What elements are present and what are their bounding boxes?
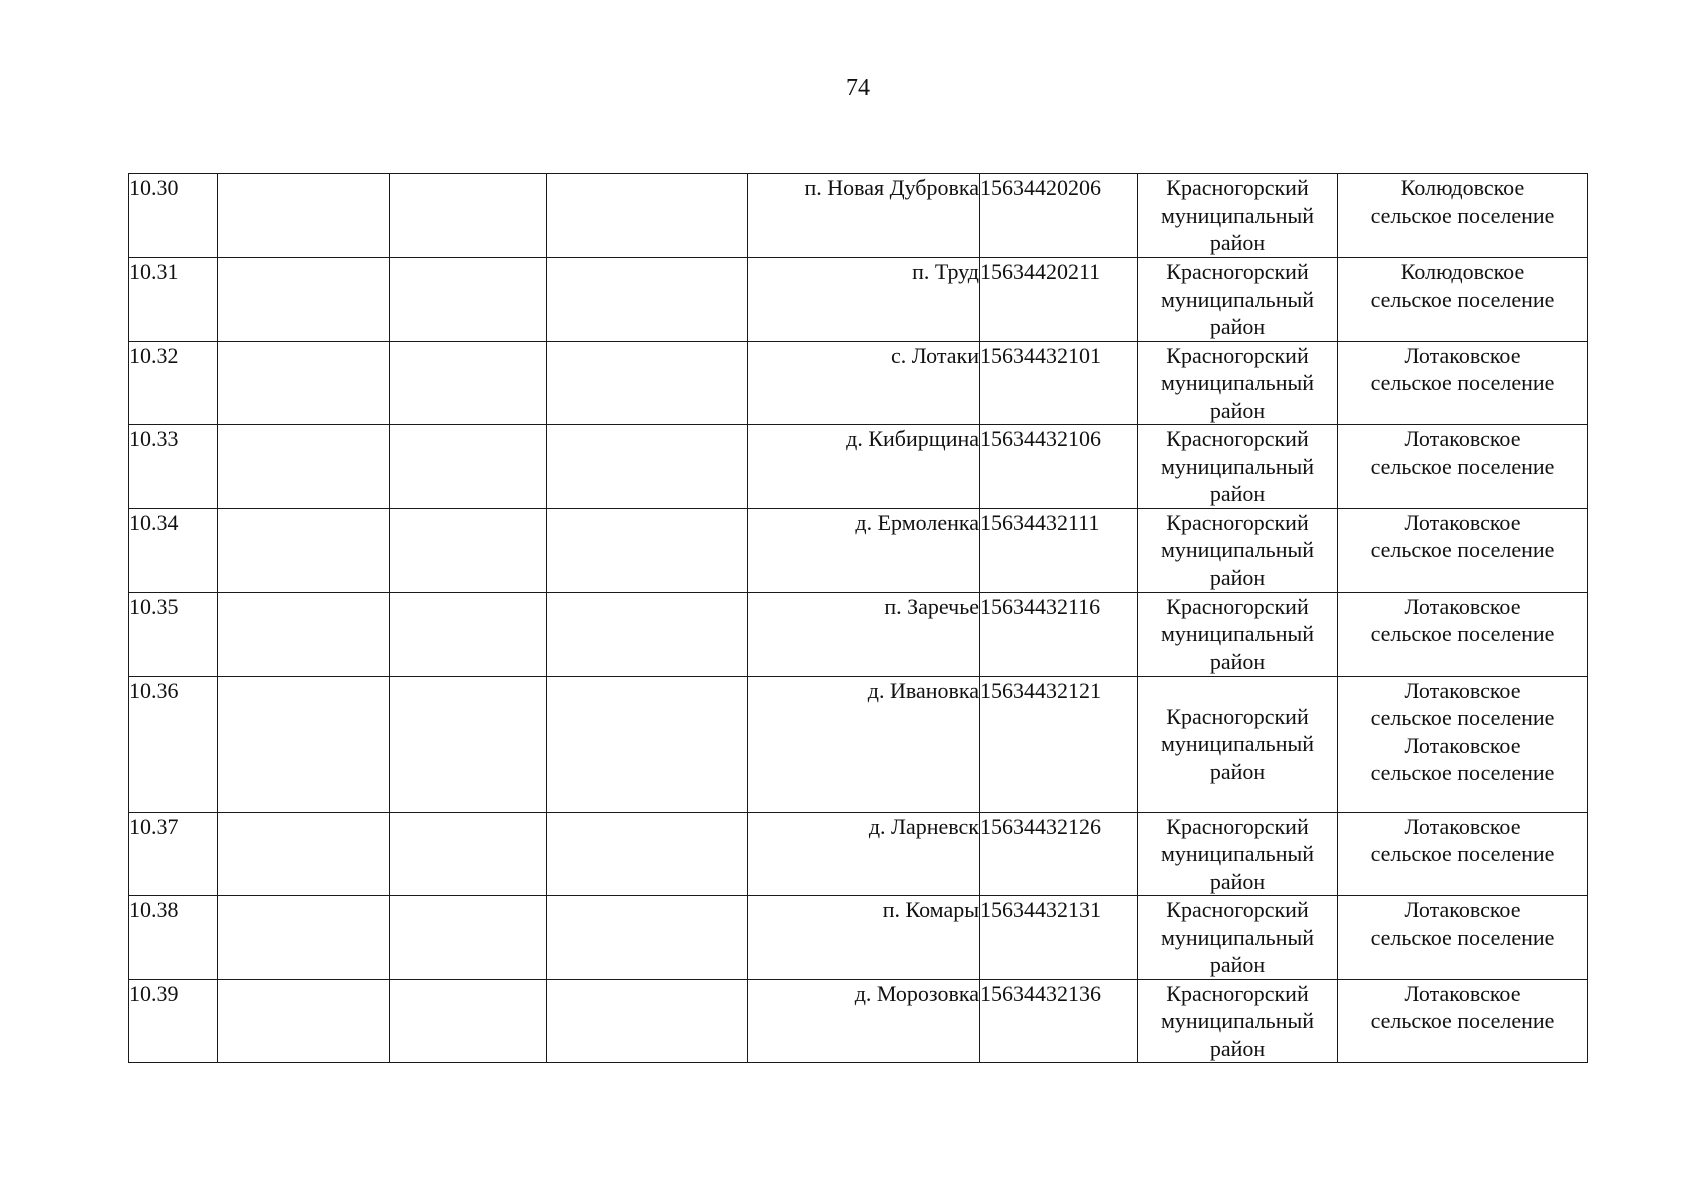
district-line: район [1209, 758, 1266, 784]
oktmo-code-cell: 15634432106 [980, 425, 1138, 509]
district-line: муниципальный [1160, 370, 1315, 395]
district-line: муниципальный [1160, 841, 1315, 866]
table-row [129, 812, 1588, 896]
empty-cell-c [547, 676, 748, 812]
settlement-cell [1338, 676, 1588, 812]
district-line: район [1209, 230, 1266, 255]
settlement-line: Колюдовское [1400, 259, 1525, 284]
empty-cell-b [390, 812, 547, 896]
locality-name-cell: д. Ермоленка [748, 508, 980, 592]
settlement-line: Лотаковское [1404, 732, 1521, 758]
oktmo-code-cell: 15634432126 [980, 812, 1138, 896]
settlement-cell [1338, 812, 1588, 896]
empty-cell-b [390, 896, 547, 980]
oktmo-code-cell: 15634432111 [980, 508, 1138, 592]
district-cell [1138, 676, 1338, 812]
district-cell [1138, 258, 1338, 342]
empty-cell-a [218, 341, 390, 425]
district-line: Красногорский [1166, 593, 1309, 619]
table-row [129, 174, 1588, 258]
row-number-cell: 10.39 [129, 979, 218, 1063]
empty-cell-a [218, 508, 390, 592]
empty-cell-c [547, 425, 748, 509]
oktmo-code-cell: 15634432131 [980, 896, 1138, 980]
district-cell [1138, 341, 1338, 425]
page-number: 74 [846, 75, 870, 101]
empty-cell-c [547, 341, 748, 425]
table-row [129, 258, 1588, 342]
empty-cell-b [390, 174, 547, 258]
empty-cell-a [218, 896, 390, 980]
locality-name-cell: п. Новая Дубровка [748, 174, 980, 258]
settlement-line: сельское поселение [1370, 705, 1555, 730]
district-line: район [1209, 314, 1266, 339]
settlement-line: Лотаковское [1404, 813, 1521, 839]
settlement-line: Лотаковское [1404, 677, 1521, 703]
settlement-cell [1338, 508, 1588, 592]
district-line: район [1209, 1035, 1266, 1061]
district-line: Красногорский [1166, 897, 1309, 922]
district-line: район [1209, 481, 1266, 506]
empty-cell-a [218, 592, 390, 676]
settlement-line: Колюдовское [1400, 175, 1525, 200]
row-number-cell: 10.31 [129, 258, 218, 342]
locality-name-cell: д. Кибирщина [748, 425, 980, 509]
row-number-cell: 10.37 [129, 812, 218, 896]
district-line: муниципальный [1160, 286, 1315, 312]
locality-name-cell: п. Труд [748, 258, 980, 342]
row-number-cell: 10.36 [129, 676, 218, 812]
empty-cell-b [390, 676, 547, 812]
oktmo-code-cell: 15634432121 [980, 676, 1138, 812]
row-number-cell: 10.34 [129, 508, 218, 592]
row-number-cell: 10.38 [129, 896, 218, 980]
settlement-line: сельское поселение [1370, 453, 1555, 479]
empty-cell-c [547, 258, 748, 342]
district-line: район [1209, 648, 1266, 674]
empty-cell-b [390, 592, 547, 676]
empty-cell-a [218, 258, 390, 342]
settlement-line: сельское поселение [1370, 841, 1555, 866]
table-row [129, 341, 1588, 425]
locality-name-cell: д. Ивановка [748, 676, 980, 812]
district-line: Красногорский [1166, 342, 1309, 368]
row-number-cell: 10.32 [129, 341, 218, 425]
empty-cell-a [218, 812, 390, 896]
district-line: Красногорский [1166, 703, 1309, 729]
row-number-cell: 10.35 [129, 592, 218, 676]
district-line: район [1209, 952, 1266, 977]
district-line: район [1209, 564, 1266, 590]
settlement-line: сельское поселение [1370, 1008, 1555, 1033]
oktmo-code-cell: 15634420211 [980, 258, 1138, 342]
settlement-line: сельское поселение [1370, 537, 1555, 562]
oktmo-code-cell: 15634432136 [980, 979, 1138, 1063]
empty-cell-b [390, 258, 547, 342]
district-line: муниципальный [1160, 924, 1315, 950]
settlement-line: Лотаковское [1404, 509, 1521, 535]
district-line: Красногорский [1166, 259, 1309, 284]
oktmo-code-cell: 15634432116 [980, 592, 1138, 676]
settlement-cell [1338, 896, 1588, 980]
locality-name-cell: д. Ларневск [748, 812, 980, 896]
oktmo-code-cell: 15634420206 [980, 174, 1138, 258]
settlement-line: сельское поселение [1370, 760, 1555, 785]
empty-cell-c [547, 508, 748, 592]
empty-cell-b [390, 425, 547, 509]
district-line: Красногорский [1166, 426, 1309, 451]
district-cell [1138, 174, 1338, 258]
table-row [129, 896, 1588, 980]
district-cell [1138, 508, 1338, 592]
district-line: муниципальный [1160, 1008, 1315, 1033]
locality-name-cell: д. Морозовка [748, 979, 980, 1063]
settlement-line: Лотаковское [1404, 426, 1521, 451]
table-row [129, 592, 1588, 676]
table-row [129, 979, 1588, 1063]
locality-name-cell: с. Лотаки [748, 341, 980, 425]
empty-cell-c [547, 979, 748, 1063]
settlement-line: сельское поселение [1370, 370, 1555, 395]
locality-name-cell: п. Заречье [748, 592, 980, 676]
district-cell [1138, 425, 1338, 509]
district-line: Красногорский [1166, 175, 1309, 200]
empty-cell-c [547, 592, 748, 676]
district-line: район [1209, 868, 1266, 894]
empty-cell-a [218, 174, 390, 258]
empty-cell-c [547, 896, 748, 980]
settlement-line: Лотаковское [1404, 897, 1521, 922]
settlement-cell [1338, 174, 1588, 258]
empty-cell-b [390, 508, 547, 592]
row-number-cell: 10.33 [129, 425, 218, 509]
table-row [129, 508, 1588, 592]
district-line: муниципальный [1160, 537, 1315, 562]
district-cell [1138, 896, 1338, 980]
district-line: Красногорский [1166, 813, 1309, 839]
district-line: Красногорский [1166, 509, 1309, 535]
district-line: Красногорский [1166, 980, 1309, 1006]
empty-cell-c [547, 174, 748, 258]
locality-name-cell: п. Комары [748, 896, 980, 980]
district-cell [1138, 592, 1338, 676]
empty-cell-a [218, 676, 390, 812]
district-line: муниципальный [1160, 621, 1315, 646]
district-line: муниципальный [1160, 202, 1315, 228]
settlement-line: сельское поселение [1370, 924, 1555, 950]
empty-cell-c [547, 812, 748, 896]
settlement-cell [1338, 592, 1588, 676]
settlement-line: сельское поселение [1370, 286, 1555, 312]
table-row [129, 676, 1588, 812]
settlement-cell [1338, 979, 1588, 1063]
settlement-cell [1338, 425, 1588, 509]
settlement-line: сельское поселение [1370, 621, 1555, 646]
settlement-cell [1338, 341, 1588, 425]
table-row [129, 425, 1588, 509]
settlement-cell [1338, 258, 1588, 342]
settlement-line: Лотаковское [1404, 980, 1521, 1006]
district-cell [1138, 812, 1338, 896]
settlement-line: Лотаковское [1404, 342, 1521, 368]
empty-cell-b [390, 341, 547, 425]
settlements-table [128, 173, 1588, 1063]
empty-cell-a [218, 979, 390, 1063]
district-cell [1138, 979, 1338, 1063]
row-number-cell: 10.30 [129, 174, 218, 258]
district-line: муниципальный [1160, 731, 1315, 757]
district-line: муниципальный [1160, 453, 1315, 479]
oktmo-code-cell: 15634432101 [980, 341, 1138, 425]
settlement-line: сельское поселение [1370, 202, 1555, 228]
district-line: район [1209, 397, 1266, 423]
empty-cell-a [218, 425, 390, 509]
empty-cell-b [390, 979, 547, 1063]
settlement-line: Лотаковское [1404, 593, 1521, 619]
